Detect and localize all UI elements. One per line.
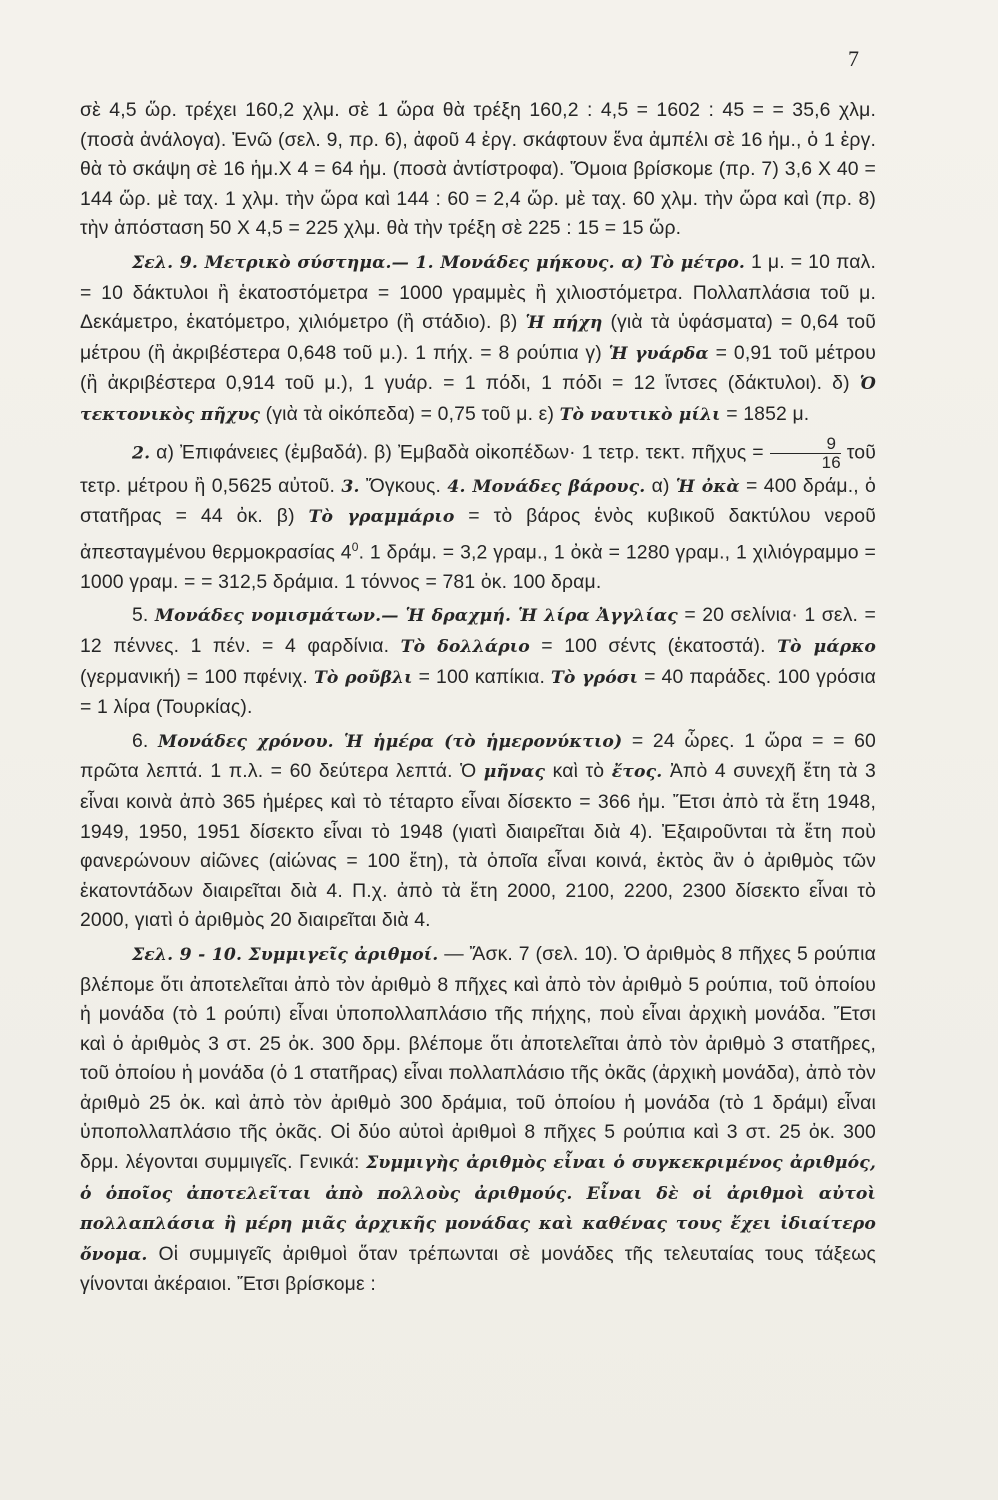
- text-run: = 400 δράμ., ὁ στατῆρας = 44 ὀκ. β): [80, 474, 876, 528]
- text-run: Ἀπὸ 4 συνεχῆ ἔτη τὰ 3 εἶναι κοινὰ ἀπὸ 365 ἡμέρες καὶ τὸ τέταρτο εἶναι δίσεκτο = 366 ἡμ. Ἔτσι ἀπὸ τὰ ἔτη 1948, 1949, 1950, 1951 δίσεκτο εἶναι τὸ 1948 (γιατὶ διαιρεῖται διὰ 4). Ἐξαιροῦνται τὰ ἔτη ποὺ φανερώνουν αἰῶνες (αἰώνας = 100 ἔτη), τὰ ὁποῖα εἶναι κοινά, ἐκτὸς ἂν ὁ ἀριθμὸς τῶν ἑκατοντάδων διαιρεῖται διὰ 4. Π.χ. ἀπὸ τὰ ἔτη 2000, 2100, 2200, 2300 δίσεκτο εἶναι τὸ 2000, γιατὶ ὁ ἀριθμὸς 20 διαιρεῖται διὰ 4.: [80, 760, 876, 932]
- bold-italic-term: Μονάδες νομισμάτων.— Ἡ δραχμή. Ἡ λίρα Ἀγγλίας: [154, 606, 678, 627]
- bold-italic-term: Σελ. 9. Μετρικὸ σύστημα.— 1. Μονάδες μήκους. α) Τὸ μέτρο.: [132, 252, 746, 273]
- text-run: 6.: [132, 729, 159, 752]
- bold-italic-term: Σελ. 9 - 10. Συμμιγεῖς ἀριθμοί.: [132, 944, 439, 965]
- paragraph-p1: [80, 96, 876, 244]
- text-run: 1 μ. = 10 παλ. = 10 δάκτυλοι ἢ ἑκατοστόμετρα = 1000 γραμμὲς ἢ χιλιοστόμετρα. Πολλαπλάσια τοῦ μ. Δεκάμετρο, ἑκατόμετρο, χιλιόμετρο (ἢ στάδιο). β): [80, 250, 876, 334]
- text-run: Οἱ συμμιγεῖς ἀριθμοὶ ὅταν τρέπωνται σὲ μονάδες τῆς τελευταίας τους τάξεως γίνονται ἀκέραιοι. Ἔτσι βρίσκομε :: [80, 1242, 876, 1296]
- bold-italic-term: Ἡ γυάρδα: [608, 343, 709, 364]
- text-run: = 100 καπίκια.: [412, 665, 551, 688]
- bold-italic-term: Τὸ μάρκο: [777, 636, 876, 657]
- bold-italic-term: Ἡ πήχη: [525, 313, 603, 334]
- text-run: 5.: [132, 604, 155, 627]
- text-run: — Ἄσκ. 7 (σελ. 10). Ὁ ἀριθμὸς 8 πῆχες 5 ρούπια βλέπομε ὅτι ἀποτελεῖται ἀπὸ τὸν ἀριθμὸ 8 πῆχες καὶ ἀπὸ τὸν ἀριθμὸ 5 ρούπια, τοῦ ὁποίου ἡ μονάδα (τὸ 1 ρούπι) εἶναι ὑποπολλαπλάσιο τῆς πήχης, ποὺ εἶναι ἀρχικὴ μονάδα. Ἔτσι καὶ ὁ ἀριθμὸς 3 στ. 25 ὀκ. 300 δρμ. βλέπομε ὅτι ἀποτελεῖται ἀπὸ τὸν ἀριθμὸ 3 στατῆρες, τοῦ ὁποίου ἡ μονάδα (ὁ 1 στατῆρας) εἶναι πολλαπλάσιο τῆς ὀκᾶς (ἀρχικὴ μονάδα), ἀπὸ τὸν ἀριθμὸ 25 ὀκ. καὶ ἀπὸ τὸν ἀριθμὸ 300 δράμια, τοῦ ὁποίου ἡ μονάδα (τὸ 1 δράμι) εἶναι ὑποπολλαπλάσιο τῆς ὀκᾶς. Οἱ δύο αὐτοὶ ἀριθμοὶ 8 πῆχες 5 ρούπια καὶ 3 στ. 25 ὀκ. 300 δρμ. λέγονται συμμιγεῖς. Γενικά:: [80, 942, 876, 1174]
- text-run: Ὄγκους.: [359, 474, 448, 497]
- bold-italic-term: μῆνας: [483, 762, 546, 783]
- fraction-numerator: 9: [770, 435, 841, 454]
- text-run: = 1852 μ.: [720, 402, 810, 425]
- text-run: καὶ τὸ: [545, 760, 612, 783]
- text-run: . 1 δράμ. = 3,2 γραμ., 1 ὀκὰ = 1280 γραμ., 1 χιλιόγραμμο = 1000 γραμ. = = 312,5 δράμια. 1 τόννος = 781 ὀκ. 100 δραμ.: [80, 541, 876, 593]
- bold-italic-term: Τὸ γραμμάριο: [308, 507, 455, 528]
- bold-italic-term: ἔτος.: [611, 762, 663, 783]
- text-run: τοῦ τετρ. μέτρου ἢ 0,5625 αὐτοῦ.: [80, 441, 876, 497]
- text-run: (γιὰ τὰ ὑφάσματα) = 0,64 τοῦ μέτρου (ἢ ἀκριβέστερα 0,648 τοῦ μ.). 1 πήχ. = 8 ρούπια γ): [80, 311, 876, 364]
- fraction: [770, 435, 841, 472]
- page-number: 7: [848, 46, 859, 71]
- bold-italic-term: 4. Μονάδες βάρους.: [447, 476, 646, 497]
- text-run: = 20 σελίνια· 1 σελ. = 12 πέννες. 1 πέν. = 4 φαρδίνια.: [80, 604, 876, 657]
- bold-italic-term: Τὸ δολλάριο: [400, 636, 530, 657]
- paragraph-p3: [80, 435, 876, 598]
- page-text: [80, 96, 876, 1300]
- bold-italic-term: Τὸ γρόσι: [550, 667, 639, 688]
- bold-italic-term: 2.: [132, 443, 151, 464]
- paragraph-p4: [80, 601, 876, 722]
- bold-italic-term: Συμμιγὴς ἀριθμὸς εἶναι ὁ συγκεκριμένος ἀριθμός, ὁ ὁποῖος ἀποτελεῖται ἀπὸ πολλοὺς ἀριθμούς. Εἶναι δὲ οἱ ἀριθμοὶ αὐτοὶ πολλαπλάσια ἢ μέρη μιᾶς ἀρχικῆς μονάδας καὶ καθένας τους ἔχει ἰδιαίτερο ὄνομα.: [80, 1153, 876, 1265]
- text-run: α) Ἐπιφάνειες (ἐμβαδά). β) Ἐμβαδὰ οἰκοπέδων· 1 τετρ. τεκτ. πῆχυς =: [150, 441, 770, 464]
- paragraph-p2: [80, 248, 876, 431]
- text-run: (γιὰ τὰ οἰκόπεδα) = 0,75 τοῦ μ. ε): [260, 402, 560, 425]
- bold-italic-term: Μονάδες χρόνου. Ἡ ἡμέρα (τὸ ἡμερονύκτιο): [158, 731, 623, 752]
- superscript: 0: [351, 539, 359, 554]
- text-run: α): [645, 474, 676, 497]
- fraction-denominator: 16: [821, 452, 841, 472]
- bold-italic-term: 3.: [341, 476, 360, 497]
- bold-italic-term: Ἡ ὀκὰ: [675, 476, 740, 497]
- text-run: σὲ 4,5 ὥρ. τρέχει 160,2 χλμ. σὲ 1 ὥρα θὰ τρέξη 160,2 : 4,5 = 1602 : 45 = = 35,6 χλμ. (ποσὰ ἀνάλογα). Ἐνῶ (σελ. 9, πρ. 6), ἀφοῦ 4 ἐργ. σκάφτουν ἕνα ἀμπέλι σὲ 16 ἡμ., ὁ 1 ἐργ. θὰ τὸ σκάψη σὲ 16 ἡμ.Χ 4 = 64 ἡμ. (ποσὰ ἀντίστροφα). Ὅμοια βρίσκομε (πρ. 7) 3,6 Χ 40 = 144 ὥρ. μὲ ταχ. 1 χλμ. τὴν ὥρα καὶ 144 : 60 = 2,4 ὥρ. μὲ ταχ. 60 χλμ. τὴν ὥρα καὶ (πρ. 8) τὴν ἀπόσταση 50 Χ 4,5 = 225 χλμ. θὰ τὴν τρέξη σὲ 225 : 15 = 15 ὥρ.: [80, 99, 876, 240]
- paragraph-p6: [80, 940, 876, 1300]
- text-run: = 24 ὧρες. 1 ὥρα = = 60 πρῶτα λεπτά. 1 π.λ. = 60 δεύτερα λεπτά. Ὁ: [80, 729, 876, 783]
- bold-italic-term: Ὁ τεκτονικὸς πῆχυς: [80, 374, 876, 425]
- bold-italic-term: Τὸ ροῦβλι: [313, 667, 413, 688]
- bold-italic-term: Τὸ ναυτικὸ μίλι: [559, 404, 721, 425]
- text-run: = 100 σέντς (ἑκατοστά).: [529, 634, 778, 657]
- text-run: = τὸ βάρος ἑνὸς κυβικοῦ δακτύλου νεροῦ ἀπεσταγμένου θερμοκρασίας 4: [80, 505, 876, 564]
- text-run: = 40 παράδες. 100 γρόσια = 1 λίρα (Τουρκίας).: [80, 665, 876, 719]
- text-run: = 0,91 τοῦ μέτρου (ἢ ἀκριβέστερα 0,914 τοῦ μ.), 1 γυάρ. = 1 πόδι, 1 πόδι = 12 ἴντσες (δάκτυλοι). δ): [80, 341, 876, 395]
- paragraph-p5: [80, 727, 876, 936]
- text-run: (γερμανική) = 100 πφένιχ.: [80, 665, 314, 688]
